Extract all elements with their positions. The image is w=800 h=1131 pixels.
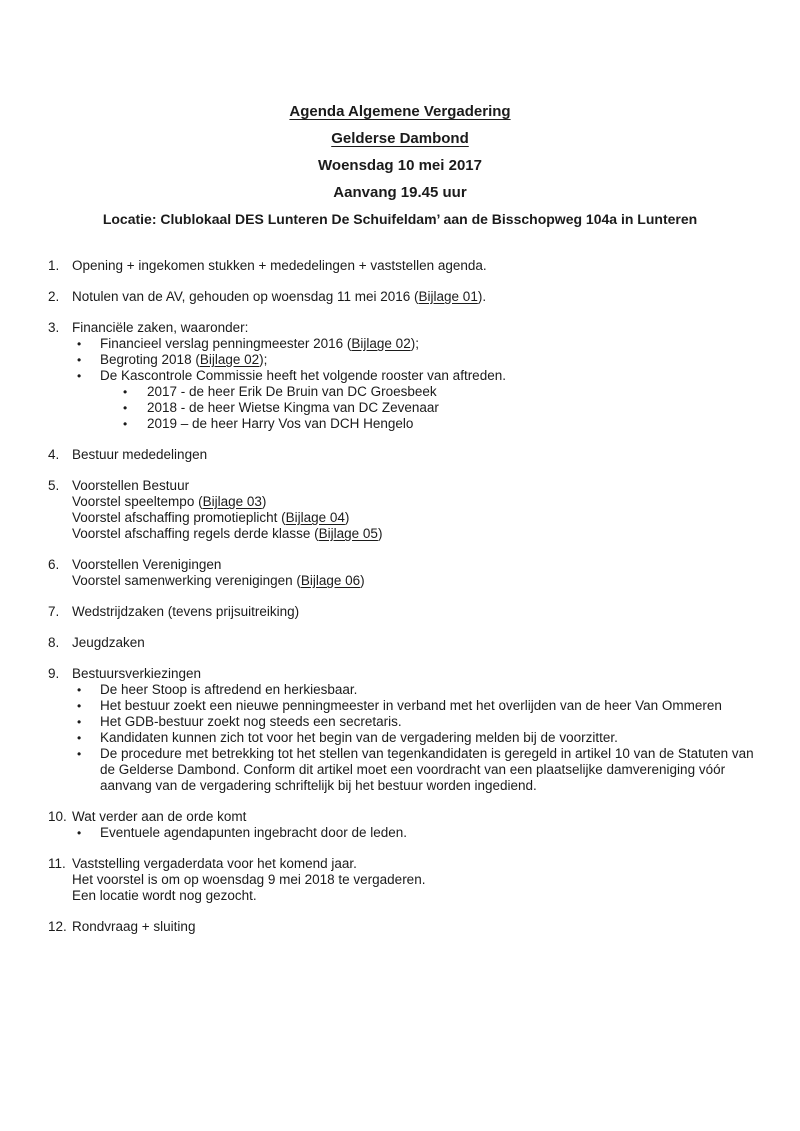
text-segment: ); bbox=[259, 352, 268, 367]
item-text-row bbox=[72, 320, 756, 336]
text-segment: Wat verder aan de orde komt bbox=[72, 809, 247, 824]
bullet-icon: • bbox=[77, 337, 82, 351]
text-segment: Jeugdzaken bbox=[72, 635, 145, 650]
item-content bbox=[72, 856, 756, 904]
text-segment: Opening + ingekomen stukken + mededelingen + vaststellen agenda. bbox=[72, 258, 487, 273]
sub-bullet-item bbox=[72, 416, 756, 432]
text-segment: Rondvraag + sluiting bbox=[72, 919, 196, 934]
subtitle-line-text: Gelderse Dambond bbox=[331, 130, 469, 147]
item-text-row bbox=[72, 573, 756, 589]
text-segment: Financieel verslag penningmeester 2016 ( bbox=[100, 336, 352, 351]
item-text-row bbox=[72, 447, 756, 463]
document-header bbox=[0, 0, 800, 228]
item-text-row bbox=[72, 258, 756, 274]
bijlage-link[interactable]: Bijlage 05 bbox=[318, 526, 378, 541]
sub-bullet-item bbox=[72, 384, 756, 400]
bullet-item bbox=[72, 825, 756, 841]
item-number: 3. bbox=[48, 320, 60, 335]
time-line-text: Aanvang 19.45 uur bbox=[333, 184, 467, 201]
text-segment: Begroting 2018 ( bbox=[100, 352, 200, 367]
agenda-list bbox=[0, 228, 800, 935]
item-number: 8. bbox=[48, 635, 60, 650]
title-line-text: Agenda Algemene Vergadering bbox=[289, 103, 511, 120]
text-segment: Voorstel speeltempo ( bbox=[72, 494, 203, 509]
location-line bbox=[0, 211, 800, 228]
item-content bbox=[72, 289, 756, 305]
text-segment: De procedure met betrekking tot het stellen van tegenkandidaten is geregeld in artikel 10 van de Statuten van de Gelderse Dambond. Conform dit artikel moet een voordracht van een plaatselijke damvereniging vóór aanvang van de vergadering schriftelijk bij het bestuur worden ingediend. bbox=[100, 746, 754, 793]
item-text-row bbox=[72, 557, 756, 573]
item-text-row bbox=[72, 809, 756, 825]
agenda-item-5 bbox=[48, 478, 756, 542]
item-text-row bbox=[72, 494, 756, 510]
bullet-item bbox=[72, 352, 756, 368]
bullet-item bbox=[72, 730, 756, 746]
item-text-row bbox=[72, 635, 756, 651]
bullet-item bbox=[72, 368, 756, 384]
text-segment: 2017 - de heer Erik De Bruin van DC Groesbeek bbox=[147, 384, 437, 399]
bullet-icon: • bbox=[123, 401, 128, 415]
text-segment: ) bbox=[344, 510, 350, 525]
item-text-row bbox=[72, 478, 756, 494]
text-segment: Voorstellen Bestuur bbox=[72, 478, 190, 493]
item-content bbox=[72, 478, 756, 542]
bullet-item bbox=[72, 698, 756, 714]
time-line bbox=[0, 184, 800, 201]
text-segment: ); bbox=[410, 336, 419, 351]
text-segment: ) bbox=[261, 494, 267, 509]
agenda-item-12 bbox=[48, 919, 756, 935]
item-number: 4. bbox=[48, 447, 60, 462]
text-segment: Vaststelling vergaderdata voor het komend jaar. bbox=[72, 856, 357, 871]
bullet-icon: • bbox=[77, 353, 82, 367]
agenda-item-6 bbox=[48, 557, 756, 589]
item-content bbox=[72, 635, 756, 651]
item-content bbox=[72, 447, 756, 463]
item-number: 12. bbox=[48, 919, 67, 934]
bullet-icon: • bbox=[77, 826, 82, 840]
item-text-row bbox=[72, 856, 756, 872]
agenda-item-7 bbox=[48, 604, 756, 620]
item-content bbox=[72, 809, 756, 841]
item-text-row bbox=[72, 289, 756, 305]
text-segment: Voorstel afschaffing regels derde klasse ( bbox=[72, 526, 319, 541]
item-text-row bbox=[72, 872, 756, 888]
text-segment: Wedstrijdzaken (tevens prijsuitreiking) bbox=[72, 604, 300, 619]
text-segment: Notulen van de AV, gehouden op woensdag 11 mei 2016 ( bbox=[72, 289, 419, 304]
item-number: 7. bbox=[48, 604, 60, 619]
bullet-icon: • bbox=[123, 385, 128, 399]
text-segment: Eventuele agendapunten ingebracht door de leden. bbox=[100, 825, 407, 840]
text-segment: Het GDB-bestuur zoekt nog steeds een secretaris. bbox=[100, 714, 402, 729]
bullet-icon: • bbox=[77, 699, 82, 713]
bijlage-link[interactable]: Bijlage 02 bbox=[199, 352, 260, 367]
agenda-item-8 bbox=[48, 635, 756, 651]
text-segment: Kandidaten kunnen zich tot voor het begin van de vergadering melden bij de voorzitter. bbox=[100, 730, 618, 745]
bijlage-link[interactable]: Bijlage 01 bbox=[418, 289, 478, 304]
bullet-icon: • bbox=[77, 731, 82, 745]
item-number: 1. bbox=[48, 258, 60, 273]
text-segment: Bestuur mededelingen bbox=[72, 447, 208, 462]
text-segment: Voorstel samenwerking verenigingen ( bbox=[72, 573, 301, 588]
text-segment: ). bbox=[477, 289, 487, 304]
title-line bbox=[0, 103, 800, 120]
text-segment: De Kascontrole Commissie heeft het volgende rooster van aftreden. bbox=[100, 368, 506, 383]
bullet-icon: • bbox=[123, 417, 128, 431]
item-content bbox=[72, 320, 756, 432]
bullet-item bbox=[72, 714, 756, 730]
bijlage-link[interactable]: Bijlage 06 bbox=[300, 573, 361, 588]
item-number: 9. bbox=[48, 666, 60, 681]
item-content bbox=[72, 666, 756, 794]
item-text-row bbox=[72, 526, 756, 542]
item-number: 5. bbox=[48, 478, 60, 493]
agenda-item-3 bbox=[48, 320, 756, 432]
date-line bbox=[0, 157, 800, 174]
text-segment: Bestuursverkiezingen bbox=[72, 666, 202, 681]
item-content bbox=[72, 258, 756, 274]
bullet-item bbox=[72, 336, 756, 352]
bullet-icon: • bbox=[77, 683, 82, 697]
text-segment: ) bbox=[377, 526, 383, 541]
text-segment: Het voorstel is om op woensdag 9 mei 2018 te vergaderen. bbox=[72, 872, 426, 887]
item-text-row bbox=[72, 510, 756, 526]
text-segment: Het bestuur zoekt een nieuwe penningmeester in verband met het overlijden van de heer Van Ommeren bbox=[100, 698, 722, 713]
bijlage-link[interactable]: Bijlage 02 bbox=[351, 336, 411, 351]
bullet-item bbox=[72, 746, 756, 794]
bullet-icon: • bbox=[77, 715, 82, 729]
item-number: 10. bbox=[48, 809, 67, 824]
item-text-row bbox=[72, 888, 756, 904]
text-segment: 2018 - de heer Wietse Kingma van DC Zevenaar bbox=[147, 400, 439, 415]
agenda-item-1 bbox=[48, 258, 756, 274]
agenda-item-10 bbox=[48, 809, 756, 841]
agenda-item-11 bbox=[48, 856, 756, 904]
subtitle-line bbox=[0, 130, 800, 147]
item-text-row bbox=[72, 604, 756, 620]
text-segment: ) bbox=[360, 573, 365, 588]
item-content bbox=[72, 604, 756, 620]
date-line-text: Woensdag 10 mei 2017 bbox=[318, 157, 482, 174]
bijlage-link[interactable]: Bijlage 03 bbox=[202, 494, 262, 509]
bullet-icon: • bbox=[77, 369, 82, 383]
location-line-text: Locatie: Clublokaal DES Lunteren De Schuifeldam’ aan de Bisschopweg 104a in Lunteren bbox=[102, 211, 698, 227]
agenda-item-9 bbox=[48, 666, 756, 794]
item-text-row bbox=[72, 666, 756, 682]
text-segment: Voorstel afschaffing promotieplicht ( bbox=[72, 510, 286, 525]
item-number: 2. bbox=[48, 289, 60, 304]
bullet-icon: • bbox=[77, 747, 82, 761]
text-segment: Voorstellen Verenigingen bbox=[72, 557, 222, 572]
item-content bbox=[72, 557, 756, 589]
text-segment: Financiële zaken, waaronder: bbox=[72, 320, 249, 335]
sub-bullet-item bbox=[72, 400, 756, 416]
bijlage-link[interactable]: Bijlage 04 bbox=[285, 510, 345, 525]
item-number: 11. bbox=[48, 856, 66, 871]
text-segment: De heer Stoop is aftredend en herkiesbaar. bbox=[100, 682, 358, 697]
text-segment: 2019 – de heer Harry Vos van DCH Hengelo bbox=[147, 416, 414, 431]
bullet-item bbox=[72, 682, 756, 698]
agenda-item-2 bbox=[48, 289, 756, 305]
item-number: 6. bbox=[48, 557, 60, 572]
item-content bbox=[72, 919, 756, 935]
item-text-row bbox=[72, 919, 756, 935]
agenda-item-4 bbox=[48, 447, 756, 463]
text-segment: Een locatie wordt nog gezocht. bbox=[72, 888, 257, 903]
